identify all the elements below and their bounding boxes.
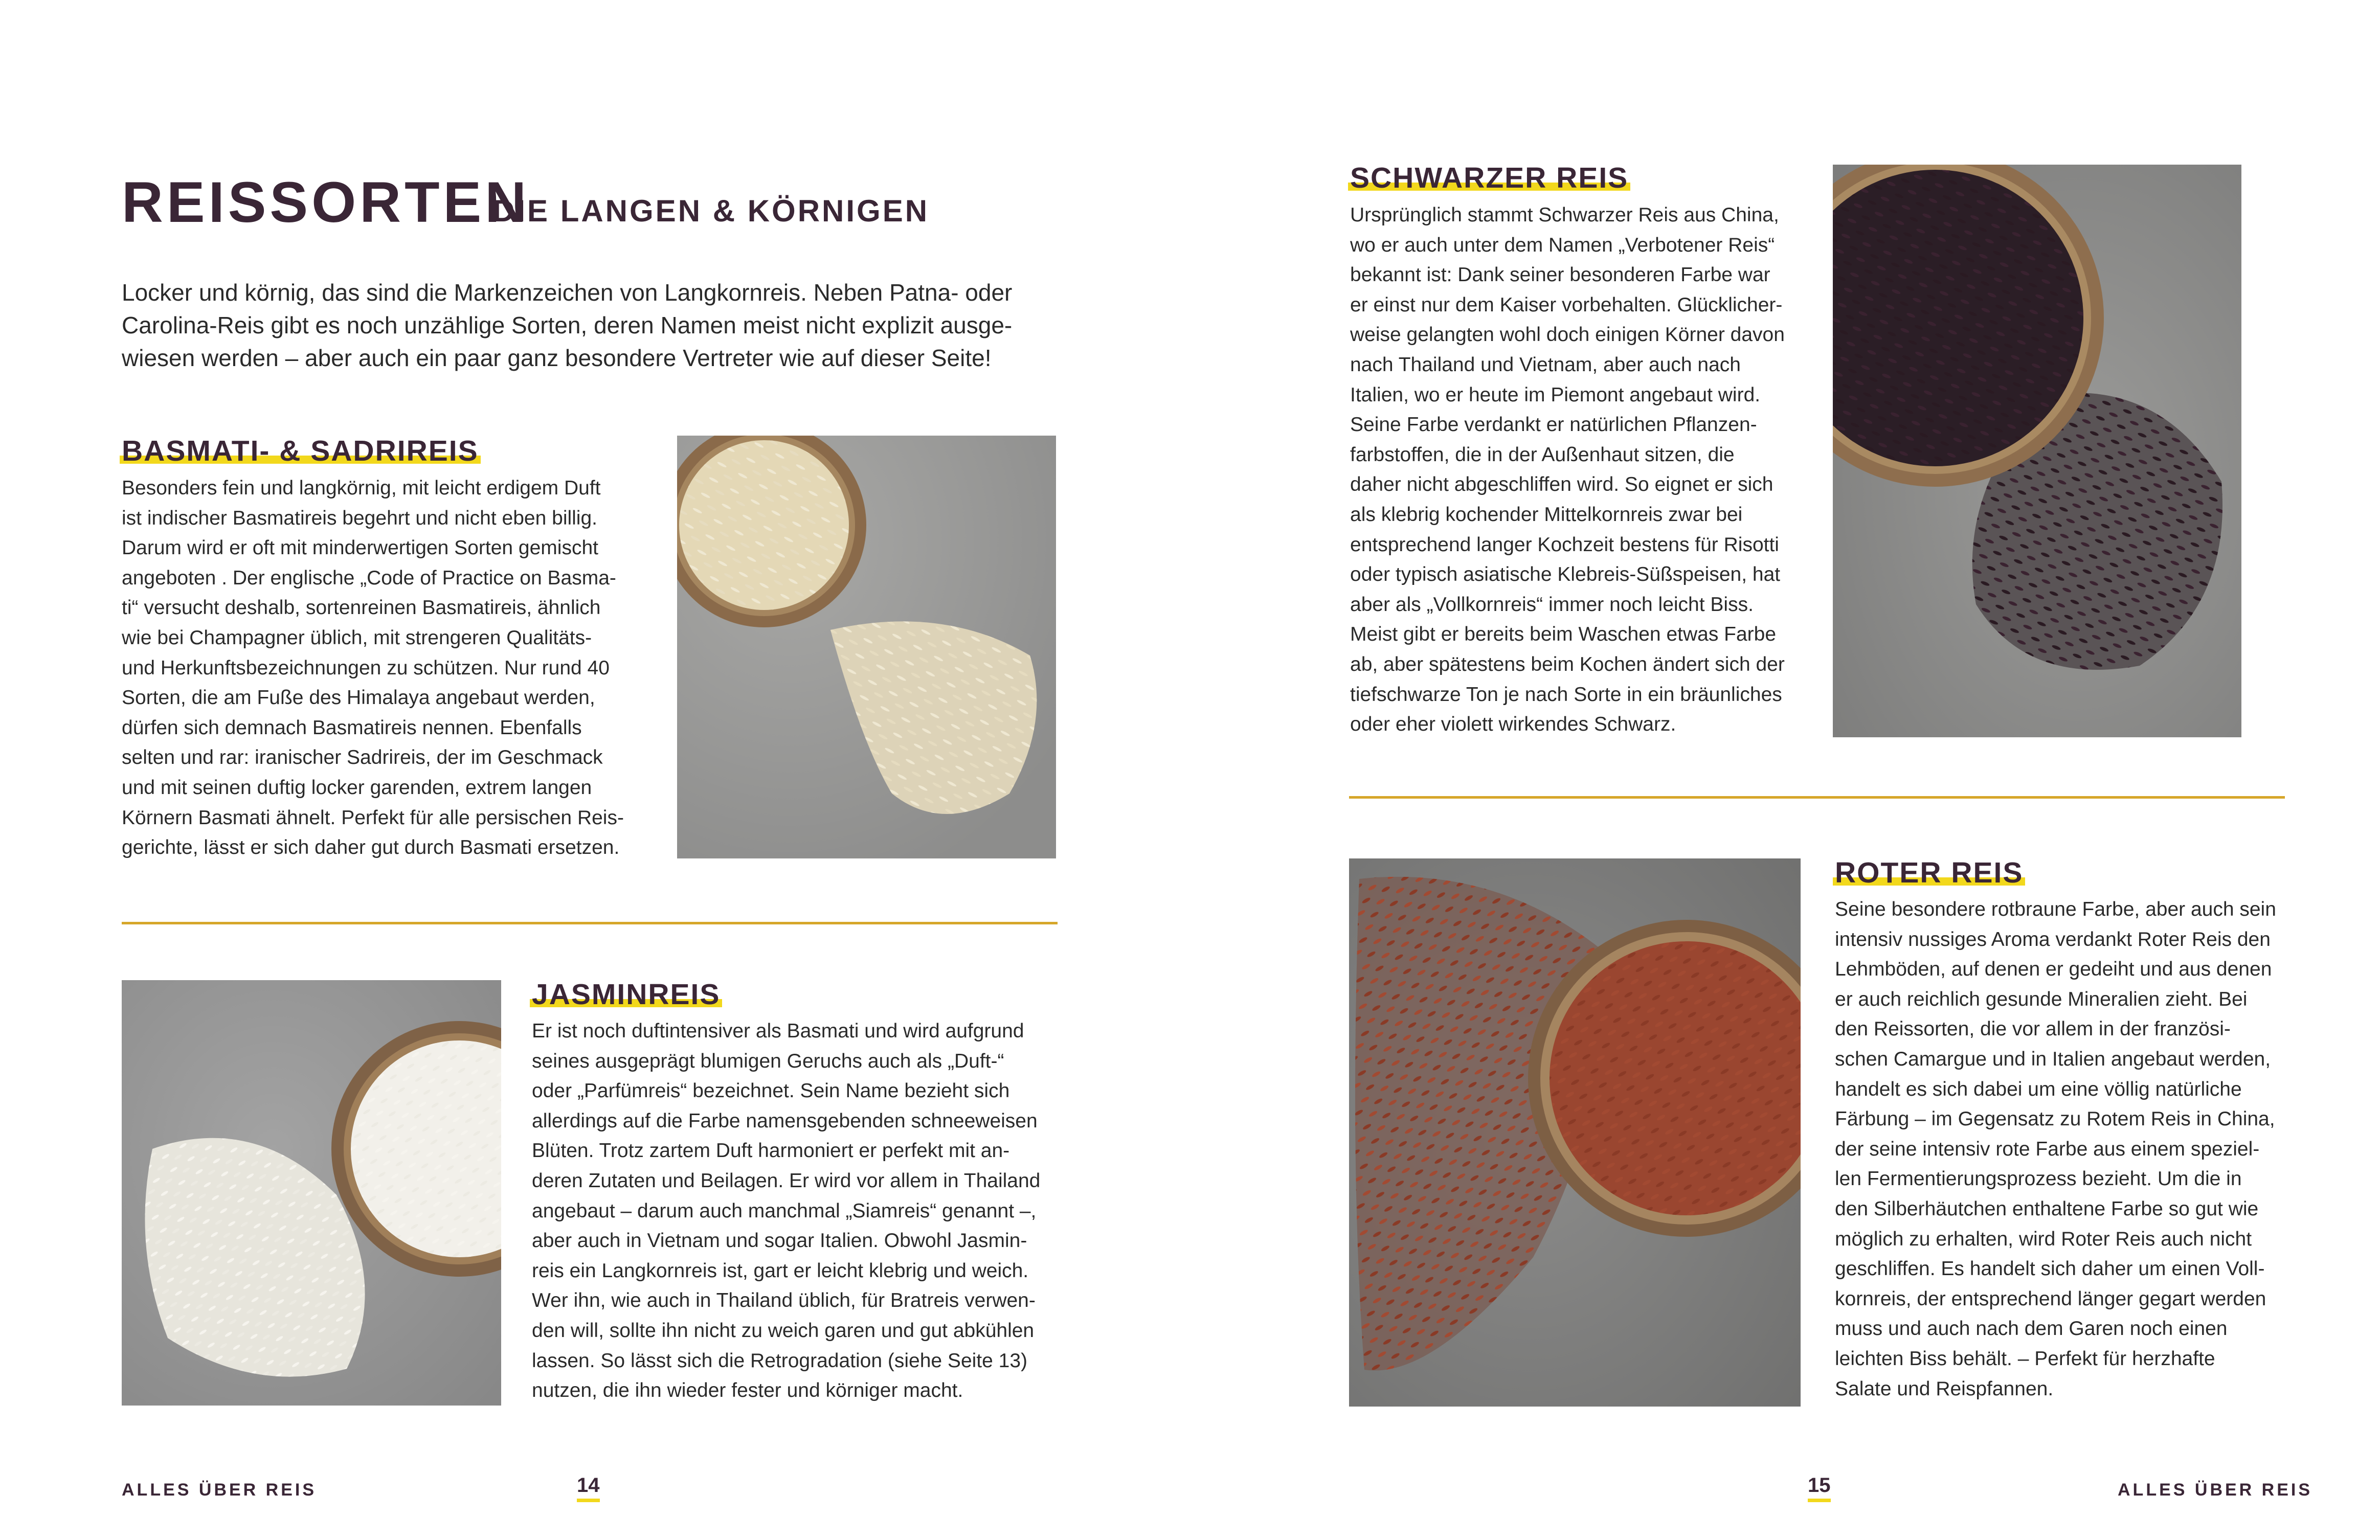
basmati-heading: BASMATI- & SADRIREIS — [120, 437, 481, 466]
red-rice-text: Seine besondere rotbraune Farbe, aber auch sein intensiv nussiges Aroma verdankt Roter Reis den Lehmböden, auf denen er gedeiht und aus denen er auch reichlich gesunde Mineralien zieht. Bei den Reissorten, die vor allem in der französi- schen Camargue und in Italien angebaut werden, handelt es sich dabei um eine völlig natürliche Färbung – im Gegensatz zu Rotem Reis in China, der seine intensiv rote Farbe aus einem speziel- len Fermentierungsprozess bezieht. Um die in den Silberhäutchen enthaltene Farbe so gut wie möglich zu erhalten, wird Roter Reis auch nicht geschliffen. Es handelt sich daher um einen Voll- kornreis, der entsprechend länger gegart werden muss und auch nach dem Garen noch einen leichten Biss behält. – Perfekt für herzhafte Salate und Reispfannen. — [1835, 898, 2276, 1400]
red-rice-photo — [1349, 858, 1801, 1407]
right-running-head: ALLES ÜBER REIS — [2118, 1480, 2313, 1500]
basmati-text: Besonders fein und langkörnig, mit leicht erdigem Duft ist indischer Basmatireis begehrt und nicht eben billig. Darum wird er oft mit minderwertigen Sorten gemischt angeboten . Der englische „Code of Practice on Basma- ti“ versucht deshalb, sortenreinen Basmatireis, ähnlich wie bei Champagner üblich, mit strengeren Qualitäts- und Herkunftsbezeichnungen zu schützen. Nur rund 40 Sorten, die am Fuße des Himalaya angebaut werden, dürfen sich demnach Basmatireis nennen. Ebenfalls selten und rar: iranischer Sadrireis, der im Geschmack und mit seinen duftig locker garenden, extrem langen Körnern Basmati ähnelt. Perfekt für alle persischen Reis- gerichte, lässt er sich daher gut durch Basmati ersetzen. — [122, 477, 624, 859]
jasmine-heading: JASMINREIS — [530, 980, 722, 1009]
section-divider — [122, 922, 1058, 924]
right-page-number: 15 — [1808, 1475, 1831, 1502]
page-subtitle: DIE LANGEN & KÖRNIGEN — [492, 194, 930, 228]
left-page-number: 14 — [577, 1475, 600, 1502]
jasmine-text: Er ist noch duftintensiver als Basmati und wird aufgrund seines ausgeprägt blumigen Geruchs auch als „Duft-“ oder „Parfümreis“ bezeichnet. Sein Name bezieht sich allerdings auf die Farbe namensgebenden schneeweisen Blüten. Trotz zartem Duft harmoniert er perfekt mit an- deren Zutaten und Beilagen. Er wird vor allem in Thailand angebaut – darum auch manchmal „Siamreis“ genannt –, aber auch in Vietnam und sogar Italien. Obwohl Jasmin- reis ein Langkornreis ist, gart er leicht klebrig und weich. Wer ihn, wie auch in Thailand üblich, für Bratreis verwen- den will, sollte ihn nicht zu weich garen und gut abkühlen lassen. So lässt sich die Retrogradation (siehe Seite 13) nutzen, die ihn wieder fester und körniger macht. — [532, 1020, 1041, 1402]
left-running-head: ALLES ÜBER REIS — [122, 1480, 317, 1500]
right-page — [1190, 0, 2380, 1540]
page-title: REISSORTEN — [122, 170, 530, 234]
red-rice-heading: ROTER REIS — [1833, 858, 2025, 888]
basmati-rice-photo — [677, 436, 1056, 858]
section-divider — [1349, 796, 2285, 799]
black-rice-photo — [1833, 165, 2241, 737]
jasmine-rice-photo — [122, 980, 501, 1406]
intro-paragraph: Locker und körnig, das sind die Markenzeichen von Langkornreis. Neben Patna- oder Carolina-Reis gibt es noch unzählige Sorten, deren Namen meist nicht explizit ausge- wiesen werden – aber auch ein paar ganz besondere Vertreter wie auf dieser Seite! — [122, 279, 1013, 371]
black-rice-text: Ursprünglich stammt Schwarzer Reis aus China, wo er auch unter dem Namen „Verbotener Reis“ bekannt ist: Dank seiner besonderen Farbe war er einst nur dem Kaiser vorbehalten. Glücklicher- weise gelangten wohl doch einigen Körner davon nach Thailand und Vietnam, aber auch nach Italien, wo er heute im Piemont angebaut wird. Seine Farbe verdankt er natürlichen Pflanzen- farbstoffen, die in der Außenhaut sitzen, die daher nicht abgeschliffen wird. So eignet er sich als klebrig kochender Mittelkornreis zwar bei entsprechend langer Kochzeit bestens für Risotti oder typisch asiatische Klebreis-Süßspeisen, hat aber als „Vollkornreis“ immer noch leicht Biss. Meist gibt er bereits beim Waschen etwas Farbe ab, aber spätestens beim Kochen ändert sich der tiefschwarze Ton je nach Sorte in ein bräunliches oder eher violett wirkendes Schwarz. — [1350, 204, 1785, 736]
black-rice-heading: SCHWARZER REIS — [1348, 164, 1630, 193]
